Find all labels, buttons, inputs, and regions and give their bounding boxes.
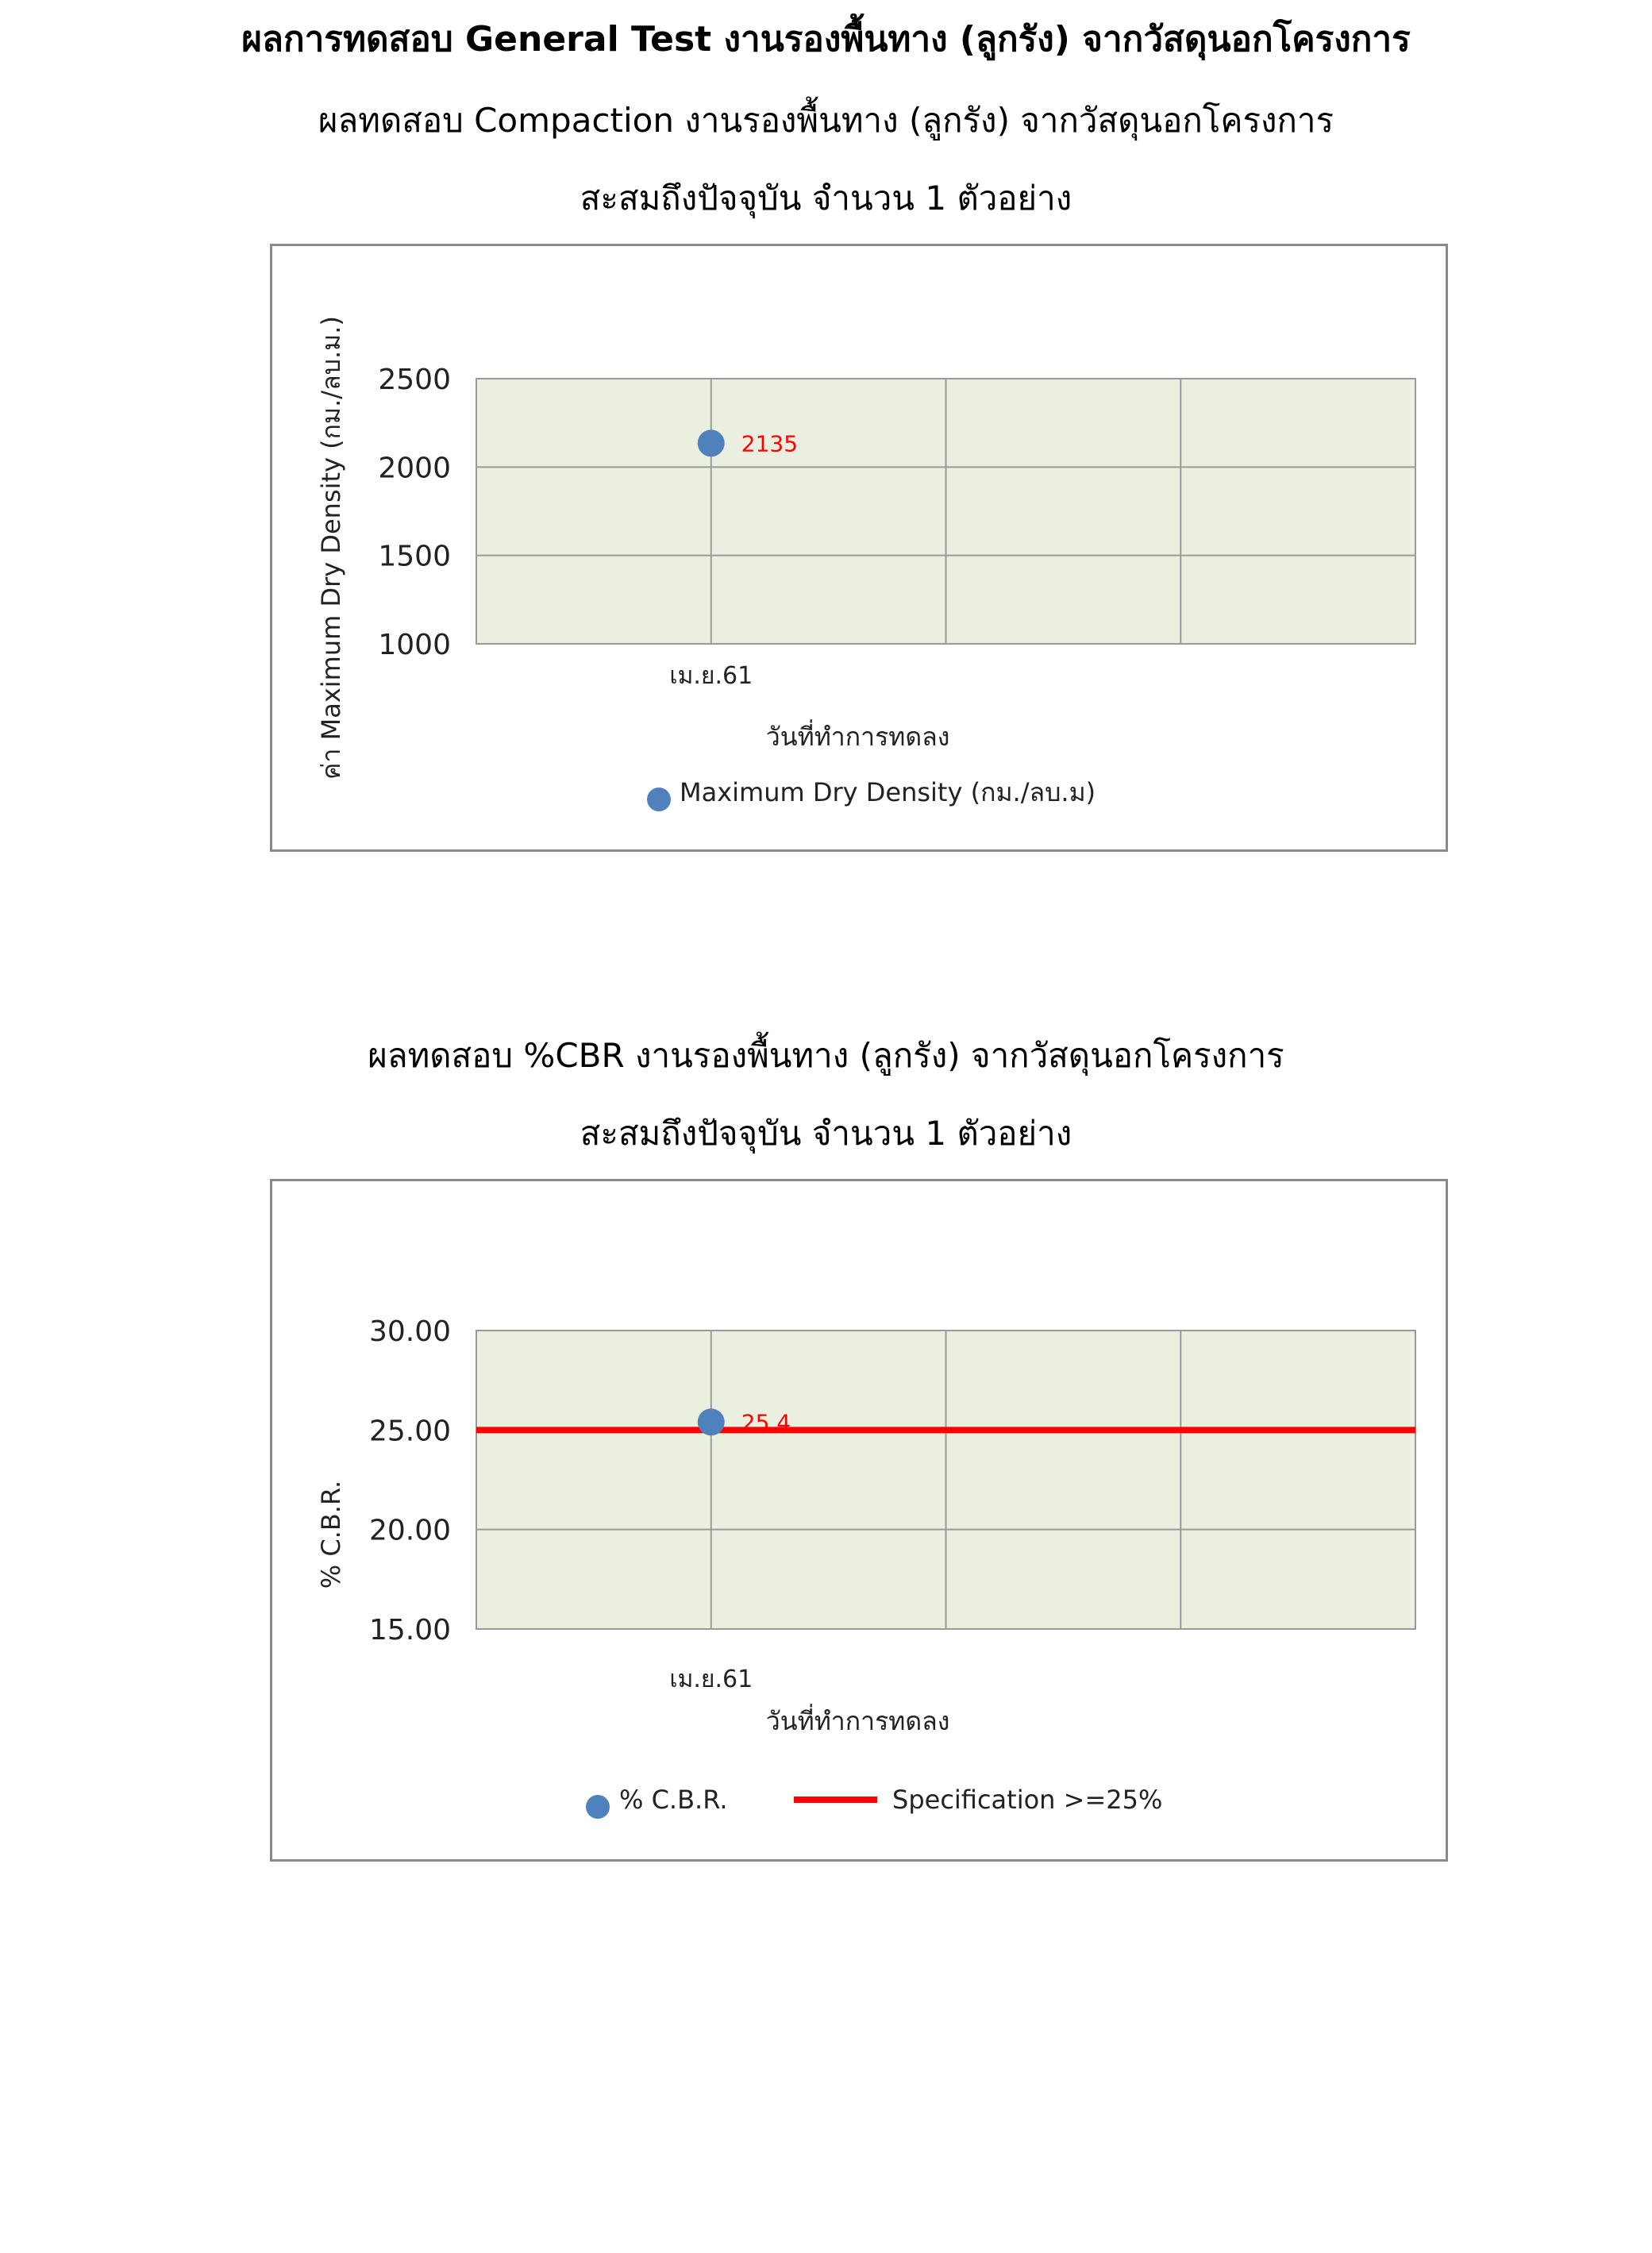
data-label: 25.4 (741, 1409, 791, 1436)
y-tick-label: 20.00 (368, 1514, 451, 1547)
data-label: 2135 (741, 430, 799, 457)
y-tick-label: 1500 (378, 540, 451, 573)
chart1-title: ผลทดสอบ Compaction งานรองพื้นทาง (ลูกรัง) จากวัสดุนอกโครงการ (318, 101, 1334, 140)
y-tick-label: 25.00 (368, 1415, 451, 1448)
x-axis-title: วันที่ทำการทดลง (765, 722, 950, 752)
x-tick-label: เม.ย.61 (669, 1666, 753, 1693)
y-tick-label: 2500 (378, 364, 451, 396)
legend-label: % C.B.R. (619, 1785, 728, 1815)
x-tick-label: เม.ย.61 (669, 662, 753, 690)
legend-marker-point (586, 1795, 610, 1819)
chart2-title: ผลทดสอบ %CBR งานรองพื้นทาง (ลูกรัง) จากวัสดุนอกโครงการ (368, 1036, 1284, 1075)
cbr-chart (270, 1179, 1448, 1862)
compaction-chart (270, 244, 1448, 852)
page-title: ผลการทดสอบ General Test งานรองพื้นทาง (ลูกรัง) จากวัสดุนอกโครงการ (241, 19, 1411, 60)
y-tick-label: 15.00 (368, 1614, 451, 1646)
data-point (698, 1408, 725, 1435)
y-axis-title: ค่า Maximum Dry Density (กม./ลบ.ม.) (316, 316, 346, 780)
y-tick-label: 1000 (378, 629, 451, 661)
y-tick-label: 2000 (378, 452, 451, 485)
legend-label: Maximum Dry Density (กม./ลบ.ม) (680, 777, 1096, 807)
chart2-subtitle: สะสมถึงปัจจุบัน จำนวน 1 ตัวอย่าง (580, 1114, 1072, 1153)
data-point (698, 429, 725, 456)
y-tick-label: 30.00 (368, 1315, 451, 1348)
y-axis-title: % C.B.R. (316, 1480, 346, 1589)
x-axis-title: วันที่ทำการทดลง (765, 1706, 950, 1736)
legend-label-spec: Specification >=25% (892, 1785, 1163, 1815)
cbr-chart-svg (272, 1181, 1446, 1859)
chart1-subtitle: สะสมถึงปัจจุบัน จำนวน 1 ตัวอย่าง (580, 179, 1072, 218)
legend-marker-point (647, 788, 671, 811)
compaction-chart-svg (272, 246, 1446, 849)
